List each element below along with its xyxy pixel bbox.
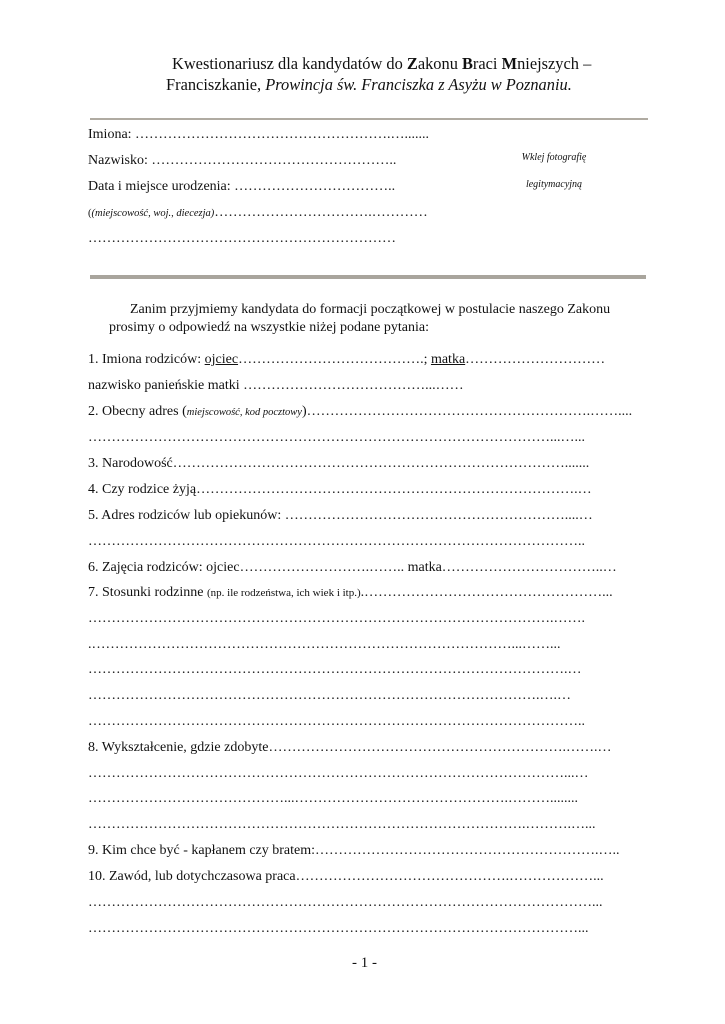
question-1-maiden-name[interactable]: nazwisko panieńskie matki …………………………………...…… bbox=[88, 378, 464, 393]
intro-line-2: prosimy o odpowiedź na wszystkie niżej podane pytania: bbox=[109, 320, 429, 335]
question-10-line[interactable]: ……………………………………………………………………………………………... bbox=[88, 921, 589, 936]
question-7-line[interactable]: ……………………………………………………………………………………….……. bbox=[88, 611, 585, 626]
title-text: Kwestionariusz dla kandydatów do bbox=[172, 54, 407, 73]
q1-dots: ………………………… bbox=[465, 352, 606, 367]
title-text: raci bbox=[472, 54, 502, 73]
q1-ojciec: ojciec bbox=[204, 352, 239, 367]
intro-line-1: Zanim przyjmiemy kandydata do formacji początkowej w postulacie naszego Zakonu bbox=[130, 302, 611, 317]
field-imiona[interactable]: Imiona: ……………………………………………….…....... bbox=[88, 127, 430, 142]
q1-dots: ………………………………….; bbox=[238, 352, 431, 367]
question-10-line[interactable]: ………………………………………………………………………………………………... bbox=[88, 895, 603, 910]
question-10[interactable]: 10. Zawód, lub dotychczasowa praca……………………………………….………………... bbox=[88, 869, 604, 884]
title-bold-b: B bbox=[461, 54, 473, 73]
question-1[interactable] bbox=[88, 351, 605, 369]
field-extra-line[interactable]: ………………………………………………………… bbox=[88, 231, 396, 246]
q2-hint: miejscowość, kod pocztowy bbox=[186, 407, 302, 418]
question-8-line[interactable]: ……………………………………...……………………………………….………........ bbox=[88, 791, 578, 806]
top-divider bbox=[90, 118, 648, 120]
q7-dots: .……………………………………………... bbox=[360, 585, 613, 600]
question-7-line[interactable]: .………………………………………………………………………………...……... bbox=[88, 637, 561, 652]
title-text: Franciszkanie, bbox=[166, 75, 266, 94]
question-5-line[interactable]: …………………………………………………………………………………………….. bbox=[88, 534, 585, 549]
q1-label: 1. Imiona rodziców: bbox=[88, 352, 205, 367]
question-3[interactable]: 3. Narodowość…………………………………………………………………………....... bbox=[88, 456, 590, 471]
photo-label-line-2: legitymacyjną bbox=[525, 179, 583, 190]
question-7-line[interactable]: …………………………………………………………………………………………….. bbox=[88, 714, 585, 729]
field-nazwisko[interactable]: Nazwisko: …………………………………………….. bbox=[88, 153, 397, 168]
question-7-line[interactable]: …………………………………………………………………………………….….… bbox=[88, 688, 571, 703]
section-divider bbox=[90, 275, 646, 279]
question-9[interactable]: 9. Kim chce być - kapłanem czy bratem:…………………………………………………….….. bbox=[88, 843, 620, 858]
q1-matka: matka bbox=[430, 352, 466, 367]
question-8[interactable]: 8. Wykształcenie, gdzie zdobyte……………………………………………………….…….… bbox=[88, 740, 612, 755]
title-province: Prowincja św. Franciszka z Asyżu w Poznaniu. bbox=[265, 75, 572, 94]
photo-label-line-1: Wklej fotografię bbox=[521, 152, 587, 163]
title-text: akonu bbox=[417, 54, 462, 73]
title-line-1 bbox=[172, 54, 591, 74]
q2-label: 2. Obecny adres ( bbox=[88, 404, 187, 419]
place-hint: (miejscowość, woj., diecezja) bbox=[91, 208, 215, 219]
question-4[interactable]: 4. Czy rodzice żyją……………………………………………………………………….… bbox=[88, 482, 592, 497]
question-7[interactable] bbox=[88, 584, 613, 602]
question-8-line[interactable]: ………………………………………………………………………………….……….…... bbox=[88, 817, 596, 832]
question-7-line[interactable]: ………………………………………………………………………………………….… bbox=[88, 662, 582, 677]
page-number: - 1 - bbox=[352, 955, 377, 971]
title-text: niejszych – bbox=[517, 54, 592, 73]
title-bold-m: M bbox=[501, 54, 518, 73]
title-bold-z: Z bbox=[406, 54, 418, 73]
q2-dots: )…………………………………………………….…….... bbox=[301, 404, 633, 419]
question-2-line[interactable]: ………………………………………………………………………………………...…... bbox=[88, 430, 585, 445]
question-6[interactable]: 6. Zajęcia rodziców: ojciec……………………….…….. matka……………………………..… bbox=[88, 560, 617, 575]
question-2[interactable] bbox=[88, 403, 632, 422]
field-birth-place-details[interactable]: ((miejscowość, woj., diecezja)…………………………….………… bbox=[88, 205, 428, 220]
place-dots: …………………………….………… bbox=[214, 205, 428, 220]
title-line-2 bbox=[166, 75, 572, 95]
field-birth-date-place[interactable]: Data i miejsce urodzenia: …………………………….. bbox=[88, 179, 396, 194]
question-5[interactable]: 5. Adres rodziców lub opiekunów: ……………………………………………………....… bbox=[88, 508, 593, 523]
q7-hint: (np. ile rodzeństwa, ich wiek i itp.) bbox=[207, 587, 361, 599]
q7-label: 7. Stosunki rodzinne bbox=[88, 585, 207, 600]
question-8-line[interactable]: …………………………………………………………………………………………...… bbox=[88, 766, 589, 781]
